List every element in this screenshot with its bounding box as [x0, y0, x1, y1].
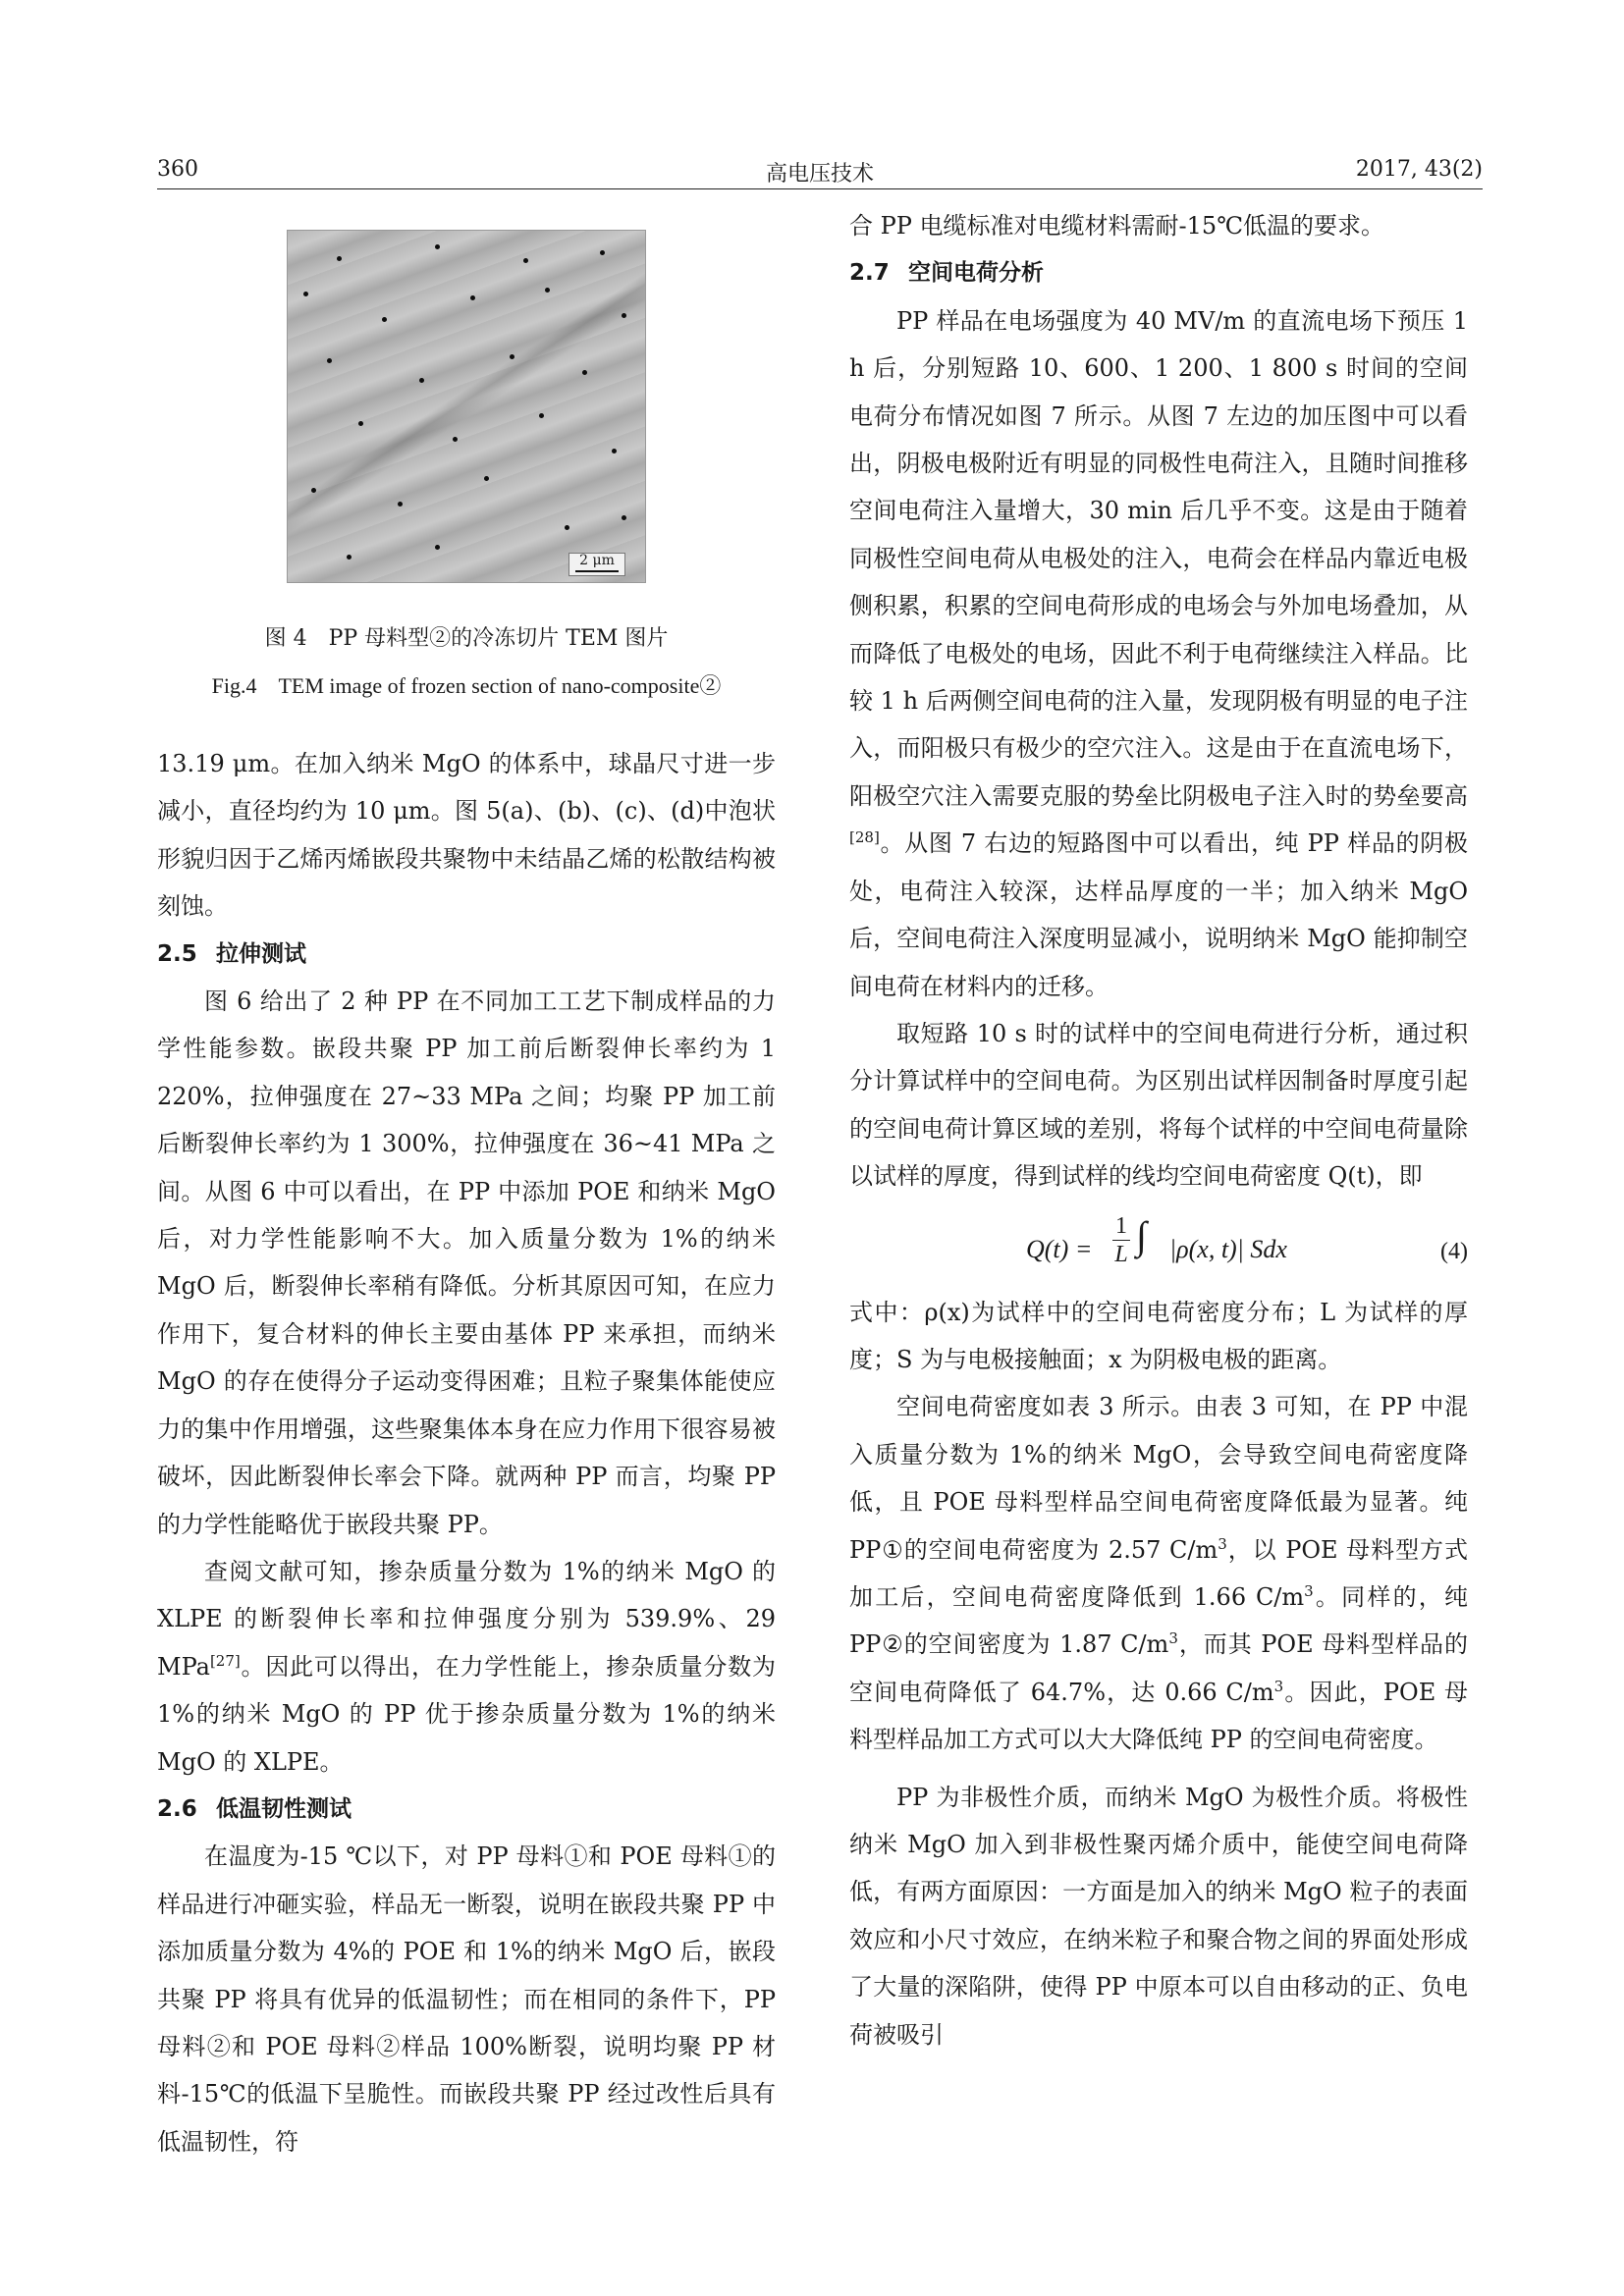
nanoparticle-dot: [545, 288, 550, 293]
citation: [28]: [849, 828, 880, 847]
paragraph: 图 6 给出了 2 种 PP 在不同加工工艺下制成样品的力学性能参数。嵌段共聚 PP 加工前后断裂伸长率约为 1 220%，拉伸强度在 27~33 MPa 之间；均聚 PP 加工前后断裂伸长率约为 1 300%，拉伸强度在 36~41 MPa 之间。从图 6 中可以看出，在 PP 中添加 POE 和纳米 MgO 后，对力学性能影响不大。加入质量分数为 1%的纳米 MgO 后，断裂伸长率稍有降低。分析其原因可知，在应力作用下，复合材料的伸长主要由基体 PP 来承担，而纳米 MgO 的存在使得分子运动变得困难；且粒子聚集体能使应力的集中作用增强，这些聚集体本身在应力作用下很容易被破坏，因此断裂伸长率会下降。就两种 PP 而言，均聚 PP 的力学性能略优于嵌段共聚 PP。: [157, 988, 776, 1538]
nanoparticle-dot: [398, 502, 403, 507]
right-column: [849, 202, 1468, 2058]
nanoparticle-dot: [600, 250, 605, 255]
nanoparticle-dot: [622, 313, 626, 318]
scale-bar-label: 2 μm: [579, 553, 615, 568]
nanoparticle-dot: [347, 555, 352, 560]
nanoparticle-dot: [612, 449, 617, 454]
running-header: [157, 155, 1483, 189]
nanoparticle-dot: [337, 256, 342, 261]
paragraph: 式中：ρ(x)为试样中的空间电荷密度分布；L 为试样的厚度；S 为与电极接触面；x 为阴极电极的距离。: [849, 1298, 1468, 1373]
equation-lhs: Q(t) =: [1026, 1234, 1093, 1263]
nanoparticle-dot: [358, 421, 363, 426]
paragraph: PP 为非极性介质，而纳米 MgO 为极性介质。将极性纳米 MgO 加入到非极性聚丙烯介质中，能使空间电荷降低，有两方面原因：一方面是加入的纳米 MgO 粒子的表面效应和小尺寸效应，在纳米粒子和聚合物之间的界面处形成了大量的深陷阱，使得 PP 中原本可以自由移动的正、负电荷被吸引: [849, 1783, 1468, 2049]
nanoparticle-dot: [419, 378, 424, 383]
nanoparticle-dot: [435, 244, 440, 249]
figure-caption-en: Fig.4 TEM image of frozen section of nano-composite②: [211, 673, 722, 698]
section-title: 空间电荷分析: [908, 260, 1044, 287]
equation-4: [849, 1206, 1468, 1281]
section-heading-2-5: [157, 931, 776, 978]
figure-4: [157, 202, 776, 740]
section-number: 2.5: [157, 940, 197, 967]
citation: [27]: [209, 1651, 241, 1670]
section-heading-2-6: [157, 1786, 776, 1833]
equation-number: (4): [1440, 1238, 1468, 1264]
paragraph: 空间电荷密度如表 3 所示。由表 3 可知，在 PP 中混入质量分数为 1%的纳米 MgO，会导致空间电荷密度降低，且 POE 母料型样品空间电荷密度降低最为显著。纯 PP①的空间电荷密度为 2.57 $C/m^3$，以 POE 母料型方式加工后，空间电荷密度降低到 1.66 $C/m^3$。同样的，纯 PP②的空间密度为 1.87 $C/m^3$，而其 POE 母料型样品的空间电荷降低了 64.7%，达 0.66 $C/m^3$。因此，POE 母料型样品加工方式可以大大降低纯 PP 的空间电荷密度。: [849, 1393, 1469, 1754]
equation-fraction: $\frac{1}{L}$: [1112, 1212, 1130, 1268]
nanoparticle-dot: [311, 488, 316, 493]
nanoparticle-dot: [523, 258, 528, 263]
equation-rhs: |ρ(x, t)| Sdx: [1169, 1234, 1287, 1263]
nanoparticle-dot: [382, 317, 387, 322]
nanoparticle-dot: [565, 525, 569, 530]
paragraph: 在温度为-15 ℃以下，对 PP 母料①和 POE 母料①的样品进行冲砸实验，样品无一断裂，说明在嵌段共聚 PP 中添加质量分数为 4%的 POE 和 1%的纳米 MgO 后，嵌段共聚 PP 将具有优异的低温韧性；而在相同的条件下，PP 母料②和 POE 母料②样品 100%断裂，说明均聚 PP 材料-15℃的低温下呈脆性。而嵌段共聚 PP 经过改性后具有低温韧性，符: [157, 1842, 776, 2156]
volume-issue: 2017, 43(2): [1355, 157, 1483, 182]
paragraph: 13.19 μm。在加入纳米 MgO 的体系中，球晶尺寸进一步减小，直径均约为 10 μm。图 5(a)、(b)、(c)、(d)中泡状形貌归因于乙烯丙烯嵌段共聚物中未结晶乙烯的松散结构被刻蚀。: [157, 750, 776, 921]
paragraph: 查阅文献可知，掺杂质量分数为 1%的纳米 MgO 的 XLPE 的断裂伸长率和拉伸强度分别为 539.9%、29 MPa[27]。因此可以得出，在力学性能上，掺杂质量分数为 1%的纳米 MgO 的 PP 优于掺杂质量分数为 1%的纳米 MgO 的 XLPE。: [157, 1557, 776, 1776]
nanoparticle-dot: [510, 354, 514, 359]
section-number: 2.7: [849, 260, 890, 287]
page-number: 360: [157, 157, 198, 182]
journal-title: 高电压技术: [765, 162, 874, 187]
figure-caption-cn: 图 4 PP 母料型②的冷冻切片 TEM 图片: [264, 626, 669, 651]
left-column: [157, 202, 776, 2165]
nanoparticle-dot: [484, 476, 489, 481]
paragraph: PP 样品在电场强度为 40 MV/m 的直流电场下预压 1 h 后，分别短路 10、600、1 200、1 800 s 时间的空间电荷分布情况如图 7 所示。从图 7 左边的加压图中可以看出，阴极电极附近有明显的同极性电荷注入，且随时间推移空间电荷注入量增大，30 min 后几乎不变。这是由于随着同极性空间电荷从电极处的注入，电荷会在样品内靠近电极侧积累，积累的空间电荷形成的电场会与外加电场叠加，从而降低了电极处的电场，因此不利于电荷继续注入样品。比较 1 h 后两侧空间电荷的注入量，发现阴极有明显的电子注入，而阳极只有极少的空穴注入。这是由于在直流电场下，阳极空穴注入需要克服的势垒比阴极电子注入时的势垒要高[28]。从图 7 右边的短路图中可以看出，纯 PP 样品的阴极处，电荷注入较深，达样品厚度的一半；加入纳米 MgO 后，空间电荷注入深度明显减小，说明纳米 MgO 能抑制空间电荷在材料内的迁移。: [849, 306, 1468, 1000]
scale-bar: [568, 553, 625, 576]
nanoparticle-dot: [622, 515, 626, 520]
section-number: 2.6: [157, 1795, 197, 1822]
nanoparticle-dot: [435, 545, 440, 550]
paragraph: 取短路 10 s 时的试样中的空间电荷进行分析，通过积分计算试样中的空间电荷。为区别出试样因制备时厚度引起的空间电荷计算区域的差别，将每个试样的中空间电荷量除以试样的厚度，得到试样的线均空间电荷密度 Q(t)，即: [849, 1019, 1468, 1191]
integral-sign: ∫: [1136, 1212, 1147, 1257]
nanoparticle-dot: [303, 292, 308, 296]
tem-micrograph: [287, 230, 646, 583]
section-heading-2-7: [849, 249, 1468, 296]
nanoparticle-dot: [582, 370, 587, 375]
nanoparticle-dot: [453, 437, 458, 442]
paragraph: 合 PP 电缆标准对电缆材料需耐-15℃低温的要求。: [849, 212, 1385, 240]
nanoparticle-dot: [327, 358, 332, 363]
section-title: 低温韧性测试: [216, 1795, 352, 1822]
section-title: 拉伸测试: [216, 940, 306, 967]
nanoparticle-dot: [470, 295, 475, 300]
nanoparticle-dot: [539, 413, 544, 418]
